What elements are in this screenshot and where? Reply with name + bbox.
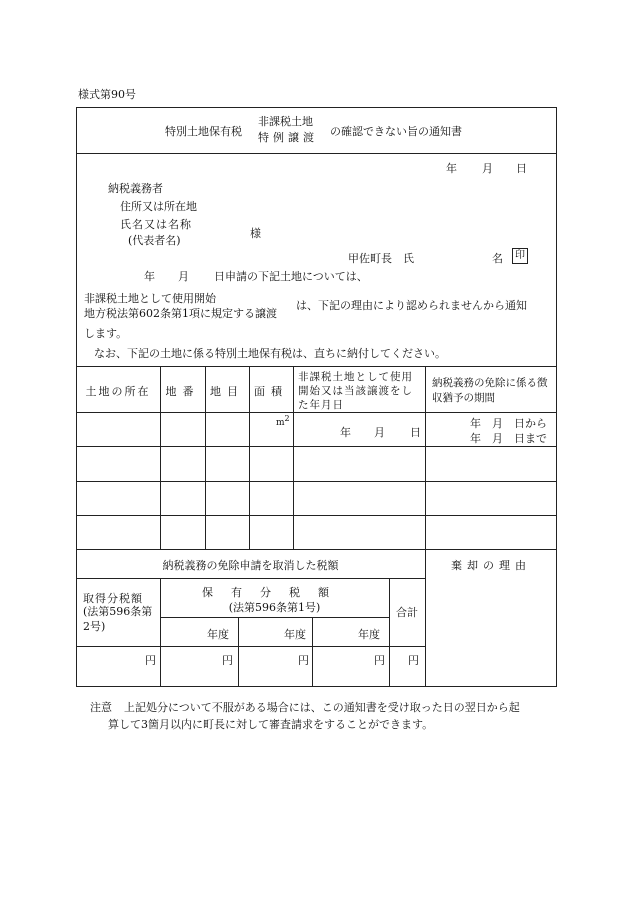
divider	[76, 412, 557, 413]
header-category: 地目	[210, 385, 244, 398]
sama-label: 様	[250, 227, 261, 240]
period-from-rest: 日から	[514, 417, 547, 430]
divider	[76, 366, 557, 367]
date-year: 年	[446, 162, 457, 175]
area-unit: m2	[276, 414, 290, 428]
acquisition-label: 取得分税額	[83, 592, 143, 605]
yen-acquisition: 円	[145, 654, 156, 667]
body-month: 月	[178, 270, 189, 283]
holding-label: 保有分税額	[202, 586, 347, 599]
seal-icon: 印	[512, 248, 528, 264]
title-prefix: 特別土地保有税	[165, 125, 242, 138]
reason-heading: 棄却の理由	[451, 559, 531, 572]
form-number: 様式第90号	[78, 88, 136, 101]
start-date-month: 月	[374, 426, 385, 439]
header-lot: 地番	[165, 385, 200, 398]
header-location: 土地の所在	[85, 385, 151, 398]
body-line3: します。	[84, 327, 128, 340]
body-line2-rest: は、下記の理由により認められませんから通知	[296, 299, 527, 312]
divider	[76, 481, 557, 482]
start-date-day: 日	[410, 426, 421, 439]
period-to-year: 年	[470, 432, 481, 445]
title-suffix: の確認できない旨の通知書	[330, 125, 462, 138]
period-from-month: 月	[492, 417, 503, 430]
period-from-year: 年	[470, 417, 481, 430]
acquisition-ref: (法第596条第2号)	[83, 605, 153, 633]
divider	[238, 617, 239, 687]
divider	[312, 617, 313, 687]
divider	[76, 446, 557, 447]
yen-year-1: 円	[222, 654, 233, 667]
period-to-month: 月	[492, 432, 503, 445]
yen-year-3: 円	[374, 654, 385, 667]
title-option-bottom: 特例譲渡	[258, 131, 318, 144]
divider	[76, 549, 557, 550]
holding-ref: (法第596条第1号)	[228, 601, 321, 614]
divider	[76, 578, 425, 579]
divider	[160, 617, 389, 618]
address-label: 住所又は所在地	[120, 200, 197, 213]
yen-total: 円	[408, 654, 419, 667]
header-area: 面積	[254, 385, 288, 398]
body-year: 年	[144, 270, 155, 283]
divider	[293, 366, 294, 549]
divider	[76, 646, 425, 647]
body-line4: なお、下記の土地に係る特別土地保有税は、直ちに納付してください。	[94, 347, 446, 360]
total-label: 合計	[396, 606, 418, 619]
tax-heading: 納税義務の免除申請を取消した税額	[162, 559, 339, 572]
divider	[425, 366, 426, 687]
representative-label: (代表者名)	[128, 234, 181, 247]
date-day: 日	[516, 162, 527, 175]
body-option-1: 非課税土地として使用開始	[84, 292, 216, 305]
name-label: 氏名又は名称	[120, 218, 192, 231]
divider	[389, 578, 390, 687]
fiscal-year-2: 年度	[284, 628, 306, 641]
fiscal-year-3: 年度	[358, 628, 380, 641]
title-option-top: 非課税土地	[258, 115, 313, 128]
note-label: 注意	[90, 701, 112, 714]
yen-year-2: 円	[298, 654, 309, 667]
body-line1-rest: 日申請の下記土地については、	[214, 270, 368, 283]
date-month: 月	[482, 162, 493, 175]
note-line-1: 上記処分について不服がある場合には、この通知書を受け取った日の翌日から起	[124, 701, 520, 714]
note-line-2: 算して3箇月以内に町長に対して審査請求をすることができます。	[108, 718, 434, 731]
seal-mark	[512, 248, 528, 264]
divider	[76, 515, 557, 516]
body-option-2: 地方税法第602条第1項に規定する譲渡	[84, 307, 277, 320]
period-to-rest: 日まで	[514, 432, 547, 445]
taxpayer-label: 納税義務者	[108, 182, 163, 195]
issuer-name-char: 名	[492, 252, 503, 265]
issuer-title: 甲佐町長 氏	[348, 252, 414, 265]
header-period: 納税義務の免除に係る徴収猶予の期間	[432, 377, 548, 404]
divider	[76, 153, 557, 154]
start-date-year: 年	[340, 426, 351, 439]
fiscal-year-1: 年度	[207, 628, 229, 641]
header-start-date: 非課税土地として使用開始又は当該譲渡をした年月日	[298, 371, 413, 411]
